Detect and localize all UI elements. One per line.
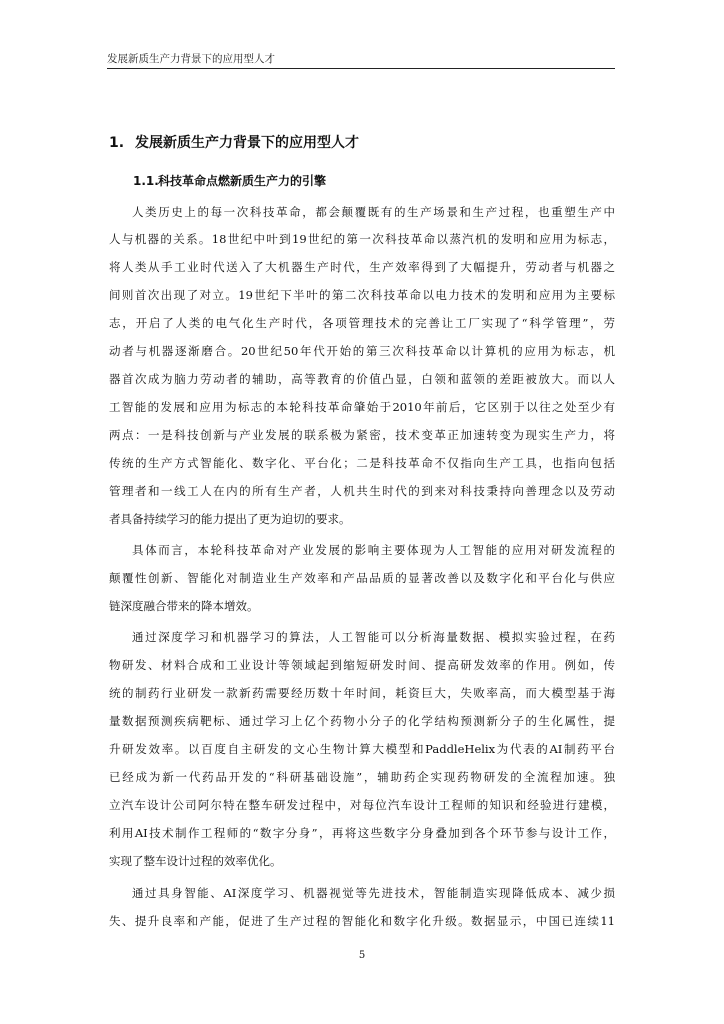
text-line: 链深度融合带来的降本增效。: [109, 599, 259, 613]
text-line: 实现了整车设计过程的效率优化。: [109, 854, 282, 868]
subsection-heading: [133, 172, 603, 190]
text-line: 通过深度学习和机器学习的算法，人工智能可以分析海量数据、模拟实验过程，在药: [132, 630, 615, 644]
running-header: 发展新质生产力背景下的应用型人才: [107, 52, 615, 69]
text-line: 统的制药行业研发一款新药需要经历数十年时间，耗资巨大，失败率高，而大模型基于海: [109, 686, 615, 700]
section-number: 1.: [109, 135, 125, 151]
page-number: 5: [358, 950, 366, 961]
text-line: 动者与机器逐渐磨合。20世纪50年代开始的第三次科技革命以计算机的应用为标志，机: [109, 344, 615, 358]
section-heading: [109, 133, 609, 153]
subsection-title: 科技革命点燃新质生产力的引擎: [158, 174, 327, 188]
text-line: 者具备持续学习的能力提出了更为迫切的要求。: [109, 512, 351, 526]
text-line: 器首次成为脑力劳动者的辅助，高等教育的价值凸显，白领和蓝领的差距被放大。而以人: [109, 372, 615, 386]
text-line: 物研发、材料合成和工业设计等领域起到缩短研发时间、提高研发效率的作用。例如，传: [109, 658, 615, 672]
subsection-number: 1.1.: [133, 174, 159, 188]
text-line: 传统的生产方式智能化、数字化、平台化；二是科技革命不仅指向生产工具，也指向包括: [109, 456, 615, 470]
text-line: 两点：一是科技创新与产业发展的联系极为紧密，技术变革正加速转变为现实生产力，将: [109, 428, 615, 442]
text-line: 间则首次出现了对立。19世纪下半叶的第二次科技革命以电力技术的发明和应用为主要标: [109, 288, 615, 302]
text-line: 颠覆性创新、智能化对制造业生产效率和产品品质的显著改善以及数字化和平台化与供应: [109, 571, 615, 585]
text-line: 志，开启了人类的电气化生产时代，各项管理技术的完善让工厂实现了“科学管理”，劳: [109, 316, 615, 330]
text-line: 将人类从手工业时代送入了大机器生产时代，生产效率得到了大幅提升，劳动者与机器之: [109, 260, 615, 274]
text-line: 量数据预测疾病靶标、通过学习上亿个药物小分子的化学结构预测新分子的生化属性，提: [109, 714, 615, 728]
section-title: 发展新质生产力背景下的应用型人才: [135, 135, 359, 151]
text-line: 失、提升良率和产能，促进了生产过程的智能化和数字化升级。数据显示，中国已连续11: [109, 914, 615, 928]
text-line: 利用AI技术制作工程师的“数字分身”，再将这些数字分身叠加到各个环节参与设计工作，: [109, 826, 615, 840]
text-line: 升研发效率。以百度自主研发的文心生物计算大模型和PaddleHelix为代表的AI制药平台: [109, 742, 615, 756]
text-line: 工智能的发展和应用为标志的本轮科技革命肇始于2010年前后，它区别于以往之处至少有: [109, 400, 615, 414]
text-line: 已经成为新一代药品开发的“科研基础设施”，辅助药企实现药物研发的全流程加速。独: [109, 770, 615, 784]
text-line: 具体而言，本轮科技革命对产业发展的影响主要体现为人工智能的应用对研发流程的: [132, 543, 615, 557]
text-line: 管理者和一线工人在内的所有生产者，人机共生时代的到来对科技秉持向善理念以及劳动: [109, 484, 615, 498]
text-line: 人与机器的关系。18世纪中叶到19世纪的第一次科技革命以蒸汽机的发明和应用为标志，: [109, 232, 615, 246]
text-line: 立汽车设计公司阿尔特在整车研发过程中，对每位汽车设计工程师的知识和经验进行建模，: [109, 798, 615, 812]
text-line: 通过具身智能、AI深度学习、机器视觉等先进技术，智能制造实现降低成本、减少损: [132, 886, 615, 900]
text-line: 人类历史上的每一次科技革命，都会颠覆既有的生产场景和生产过程，也重塑生产中: [132, 205, 615, 219]
